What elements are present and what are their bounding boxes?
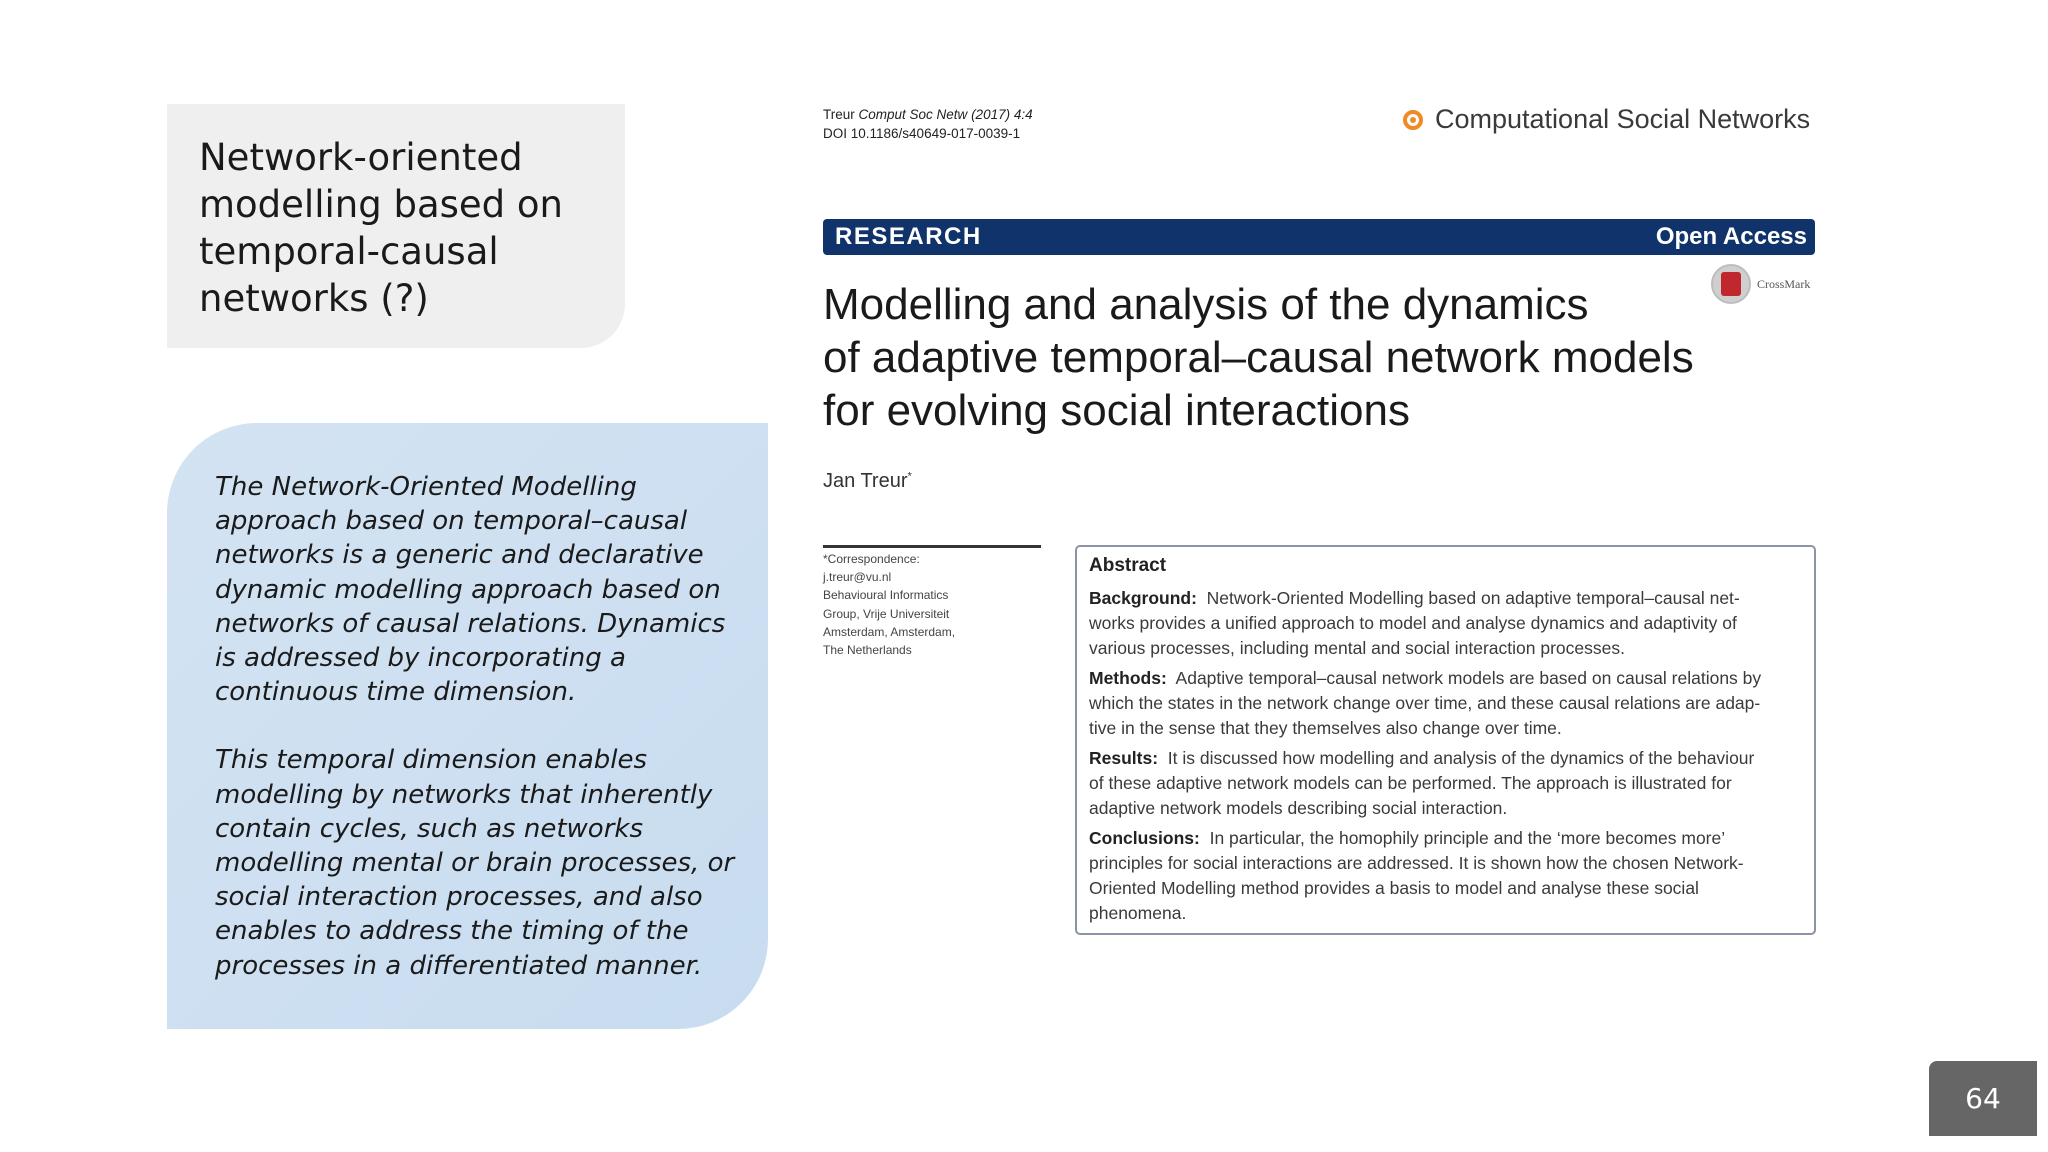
corr-line: The Netherlands	[823, 643, 912, 658]
paper-title-line: Modelling and analysis of the dynamics	[823, 280, 1589, 329]
slide-title-line: temporal-causal	[199, 230, 499, 273]
abstract-line: various processes, including mental and social interaction processes.	[1089, 638, 1625, 658]
desc-line: is addressed by incorporating a	[215, 643, 626, 674]
slide-page-number: 64	[1929, 1061, 2037, 1136]
paper-first-page	[805, 90, 1825, 950]
description-paragraph-2	[215, 743, 738, 982]
citation	[823, 105, 1033, 143]
desc-line: networks of causal relations. Dynamics	[215, 608, 726, 639]
desc-line: modelling mental or brain processes, or	[215, 848, 735, 879]
abstract-background	[1089, 586, 1802, 661]
abstract-line: In particular, the homophily principle and the ‘more becomes more’	[1209, 828, 1726, 848]
corr-line: Amsterdam, Amsterdam,	[823, 624, 956, 639]
abstract-line: of these adaptive network models can be performed. The approach is illustrated for	[1089, 773, 1732, 793]
slide-title-line: networks (?)	[199, 277, 429, 320]
abstract-line: Network-Oriented Modelling based on adaptive temporal–causal net-	[1206, 588, 1740, 608]
desc-line: networks is a generic and declarative	[215, 540, 704, 571]
author-mark: *	[907, 470, 912, 483]
journal-logo-icon	[1403, 110, 1423, 130]
abstract-line: Adaptive temporal–causal network models are based on causal relations by	[1175, 668, 1762, 688]
abstract-methods	[1089, 666, 1802, 741]
desc-line: continuous time dimension.	[215, 677, 577, 708]
abstract-line: It is discussed how modelling and analysis of the dynamics of the behaviour	[1167, 748, 1755, 768]
article-type-label: RESEARCH	[835, 223, 982, 250]
paper-title-line: of adaptive temporal–causal network models	[823, 333, 1694, 382]
slide-title-box	[167, 104, 625, 348]
crossmark-icon	[1711, 264, 1751, 304]
slide-title-line: Network-oriented	[199, 136, 523, 179]
abstract-line: works provides a unified approach to model and analyse dynamics and adaptivity of	[1089, 613, 1737, 633]
slide-title-line: modelling based on	[199, 183, 564, 226]
desc-line: This temporal dimension enables	[215, 745, 648, 776]
citation-author: Treur	[823, 107, 859, 122]
desc-line: modelling by networks that inherently	[215, 779, 713, 810]
correspondence	[823, 550, 955, 659]
journal-name: Computational Social Networks	[1435, 104, 1811, 134]
correspondence-divider	[823, 545, 1041, 548]
crossmark-badge	[1711, 264, 1810, 304]
paper-title-line: for evolving social interactions	[823, 386, 1410, 435]
abstract-line: Oriented Modelling method provides a basis to model and analyse these social	[1089, 878, 1699, 898]
corr-line: j.treur@vu.nl	[823, 570, 892, 585]
open-access-label: Open Access	[1655, 223, 1807, 250]
paper-author	[823, 470, 912, 493]
abstract-line: adaptive network models describing social interaction.	[1089, 798, 1508, 818]
corr-line: Behavioural Informatics	[823, 588, 949, 603]
abstract-line: tive in the sense that they themselves also change over time.	[1089, 718, 1562, 738]
results-label: Results:	[1089, 748, 1159, 768]
abstract-line: which the states in the network change over time, and these causal relations are adap-	[1089, 693, 1761, 713]
desc-line: approach based on temporal–causal	[215, 506, 688, 537]
desc-line: contain cycles, such as networks	[215, 813, 643, 844]
background-label: Background:	[1089, 588, 1197, 608]
conclusions-label: Conclusions:	[1089, 828, 1200, 848]
corr-line: *Correspondence:	[823, 552, 920, 566]
desc-line: enables to address the timing of the	[215, 916, 689, 947]
desc-line: social interaction processes, and also	[215, 882, 703, 913]
paper-title	[823, 278, 1694, 437]
slide-description-box	[167, 423, 768, 1029]
abstract-heading: Abstract	[1089, 555, 1167, 576]
journal-header	[1403, 104, 1810, 135]
citation-volume: (2017) 4:4	[967, 107, 1033, 122]
desc-line: The Network-Oriented Modelling	[215, 472, 637, 502]
crossmark-label: CrossMark	[1757, 276, 1811, 291]
desc-line: processes in a differentiated manner.	[215, 950, 703, 981]
corr-line: Group, Vrije Universiteit	[823, 606, 950, 621]
desc-line: dynamic modelling approach based on	[215, 574, 721, 605]
abstract-conclusions	[1089, 826, 1802, 926]
doi: DOI 10.1186/s40649-017-0039-1	[823, 126, 1021, 141]
abstract-results	[1089, 746, 1802, 821]
methods-label: Methods:	[1089, 668, 1167, 688]
author-name: Jan Treur	[823, 470, 908, 492]
abstract-line: phenomena.	[1089, 903, 1187, 923]
article-type-banner	[823, 219, 1815, 255]
citation-journal: Comput Soc Netw	[858, 107, 968, 122]
abstract-box	[1075, 545, 1816, 935]
description-paragraph-1	[215, 470, 738, 709]
abstract-line: principles for social interactions are addressed. It is shown how the chosen Network-	[1089, 853, 1744, 873]
